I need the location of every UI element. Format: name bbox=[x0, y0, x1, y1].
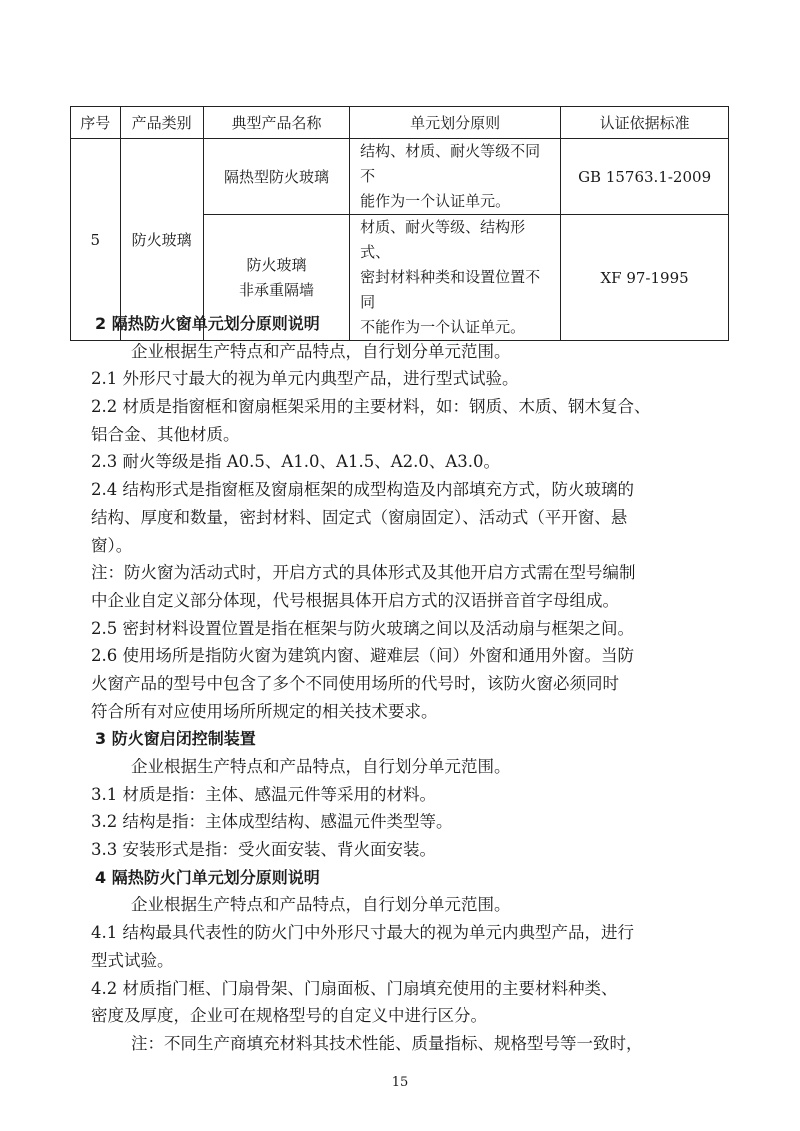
header-standard: 认证依据标准 bbox=[561, 107, 729, 139]
table-header-row bbox=[71, 107, 729, 139]
table-row bbox=[71, 139, 729, 215]
paragraph-line: 结构、厚度和数量，密封材料、固定式（窗扇固定）、活动式（平开窗、悬 bbox=[91, 507, 628, 527]
product-name-line: 非承重隔墙 bbox=[238, 280, 314, 299]
paragraph-line: 密度及厚度，企业可在规格型号的自定义中进行区分。 bbox=[91, 1006, 487, 1026]
unit-rule bbox=[350, 139, 561, 215]
paragraph-line: 企业根据生产特点和产品特点，自行划分单元范围。 bbox=[131, 341, 511, 361]
unit-rule-line: 能作为一个认证单元。 bbox=[360, 192, 511, 210]
certification-unit-table bbox=[70, 106, 729, 341]
paragraph-line: 型式试验。 bbox=[91, 950, 174, 970]
product-name: 隔热型防火玻璃 bbox=[203, 139, 349, 215]
paragraph-line: 企业根据生产特点和产品特点，自行划分单元范围。 bbox=[131, 895, 511, 915]
paragraph-line: 铝合金、其他材质。 bbox=[91, 424, 240, 444]
unit-rule-line: 密封材料种类和设置位置不同 bbox=[360, 268, 541, 311]
header-category: 产品类别 bbox=[120, 107, 203, 139]
product-category: 防火玻璃 bbox=[120, 139, 203, 341]
section-heading-3: 3 防火窗启闭控制装置 bbox=[95, 729, 256, 749]
paragraph-line: 2.5 密封材料设置位置是指在框架与防火玻璃之间以及活动扇与框架之间。 bbox=[91, 618, 634, 638]
unit-rule-line: 材质、耐火等级、结构形式、 bbox=[360, 218, 526, 261]
note-line: 注：不同生产商填充材料其技术性能、质量指标、规格型号等一致时， bbox=[131, 1033, 643, 1053]
note-line: 中企业自定义部分体现，代号根据具体开启方式的汉语拼音首字母组成。 bbox=[91, 590, 619, 610]
paragraph-line: 窗）。 bbox=[91, 535, 133, 555]
product-name-line: 防火玻璃 bbox=[246, 255, 307, 274]
paragraph-line: 3.2 结构是指：主体成型结构、感温元件类型等。 bbox=[91, 812, 453, 832]
paragraph-line: 4.2 材质指门框、门扇骨架、门扇面板、门扇填充使用的主要材料种类、 bbox=[91, 978, 618, 998]
paragraph-line: 符合所有对应使用场所所规定的相关技术要求。 bbox=[91, 701, 438, 721]
unit-rule-line: 不能作为一个认证单元。 bbox=[360, 318, 526, 336]
document-body bbox=[91, 310, 751, 1058]
row-number: 5 bbox=[71, 139, 121, 341]
paragraph-line: 2.4 结构形式是指窗框及窗扇框架的成型构造及内部填充方式，防火玻璃的 bbox=[91, 480, 634, 500]
page-number: 15 bbox=[391, 1075, 409, 1090]
header-seq: 序号 bbox=[71, 107, 121, 139]
unit-rule-line: 结构、材质、耐火等级不同不 bbox=[360, 142, 541, 185]
section-heading-2: 2 隔热防火窗单元划分原则说明 bbox=[95, 314, 320, 333]
paragraph-line: 2.1 外形尺寸最大的视为单元内典型产品，进行型式试验。 bbox=[91, 369, 519, 389]
paragraph-line: 3.1 材质是指：主体、感温元件等采用的材料。 bbox=[91, 784, 436, 804]
header-product-name: 典型产品名称 bbox=[203, 107, 349, 139]
paragraph-line: 2.3 耐火等级是指 A0.5、A1.0、A1.5、A2.0、A3.0。 bbox=[91, 452, 501, 472]
header-unit-rule: 单元划分原则 bbox=[350, 107, 561, 139]
paragraph-line: 4.1 结构最具代表性的防火门中外形尺寸最大的视为单元内典型产品，进行 bbox=[91, 923, 634, 943]
note-line: 注：防火窗为活动式时，开启方式的具体形式及其他开启方式需在型号编制 bbox=[91, 563, 636, 583]
section-heading-4: 4 隔热防火门单元划分原则说明 bbox=[95, 867, 320, 887]
standard-code: GB 15763.1-2009 bbox=[561, 139, 729, 215]
paragraph-line: 3.3 安装形式是指：受火面安装、背火面安装。 bbox=[91, 840, 436, 860]
standard-code: XF 97-1995 bbox=[561, 215, 729, 341]
paragraph-line: 企业根据生产特点和产品特点，自行划分单元范围。 bbox=[131, 757, 511, 776]
paragraph-line: 2.6 使用场所是指防火窗为建筑内窗、避难层（间）外窗和通用外窗。当防 bbox=[91, 646, 634, 666]
paragraph-line: 2.2 材质是指窗框和窗扇框架采用的主要材料，如：钢质、木质、钢木复合、 bbox=[91, 397, 651, 417]
paragraph-line: 火窗产品的型号中包含了多个不同使用场所的代号时，该防火窗必须同时 bbox=[91, 673, 619, 693]
